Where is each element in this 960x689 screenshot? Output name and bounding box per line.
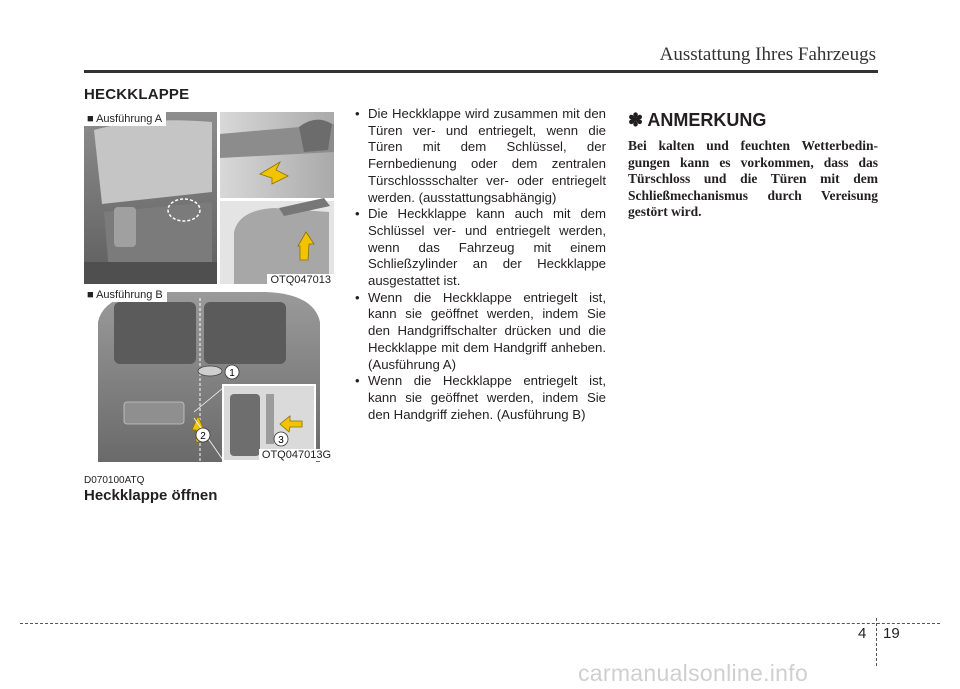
image-code-b: OTQ047013G <box>259 449 334 461</box>
image-code-a: OTQ047013 <box>267 274 334 286</box>
variant-a-label: ■ Ausführung A <box>84 112 166 126</box>
variant-b-label: ■ Ausführung B <box>84 288 167 302</box>
page-chapter: 4 <box>858 625 867 642</box>
footer-divider <box>876 618 877 666</box>
tailgate-figure <box>84 112 334 464</box>
footer-rule <box>20 623 940 624</box>
bullet-item: • Wenn die Heckklappe entriegelt ist, kann sie geöffnet werden, indem Sie den Handgriffschalter drücken und die Heckklappe mit dem Handgriff anheben. (Ausführung A) <box>352 290 606 374</box>
page-number: 19 <box>883 625 900 642</box>
subheading: Heckklappe öffnen <box>84 487 218 504</box>
header-rule <box>84 70 878 73</box>
note-title: ✽ ANMERKUNG <box>628 110 767 130</box>
header-title: Ausstattung Ihres Fahrzeugs <box>659 44 876 65</box>
watermark: carmanualsonline.info <box>578 660 809 686</box>
callout-3-label: 3 <box>278 435 284 446</box>
bullet-list <box>352 106 606 423</box>
note-body: Bei kalten und feuchten Wetterbedin-gungen kann es vorkommen, dass das Türschloss und die Türen mit dem Schließmechanismus durch Vereisung gestört wird. <box>628 138 878 219</box>
reference-code: D070100ATQ <box>84 475 145 486</box>
callout-2-label: 2 <box>200 431 206 442</box>
bullet-item: • Die Heckklappe kann auch mit dem Schlüssel ver- und entriegelt werden, wenn das Fahrzeug mit einem Schließzylinder an der Heckklappe ausgestattet ist. <box>352 206 606 290</box>
section-title: HECKKLAPPE <box>84 86 190 103</box>
bullet-item: • Die Heckklappe wird zusammen mit den Türen ver- und entriegelt, wenn die Türen mit dem Schlüssel, der Fernbedienung oder dem zentralen Türschlossschalter ver- oder entriegelt werden. (ausstattungsabhängig) <box>352 106 606 206</box>
bullet-item: • Wenn die Heckklappe entriegelt ist, kann sie geöffnet werden, indem Sie den Handgriff ziehen. (Ausführung B) <box>352 373 606 423</box>
callout-1-label: 1 <box>229 368 235 379</box>
